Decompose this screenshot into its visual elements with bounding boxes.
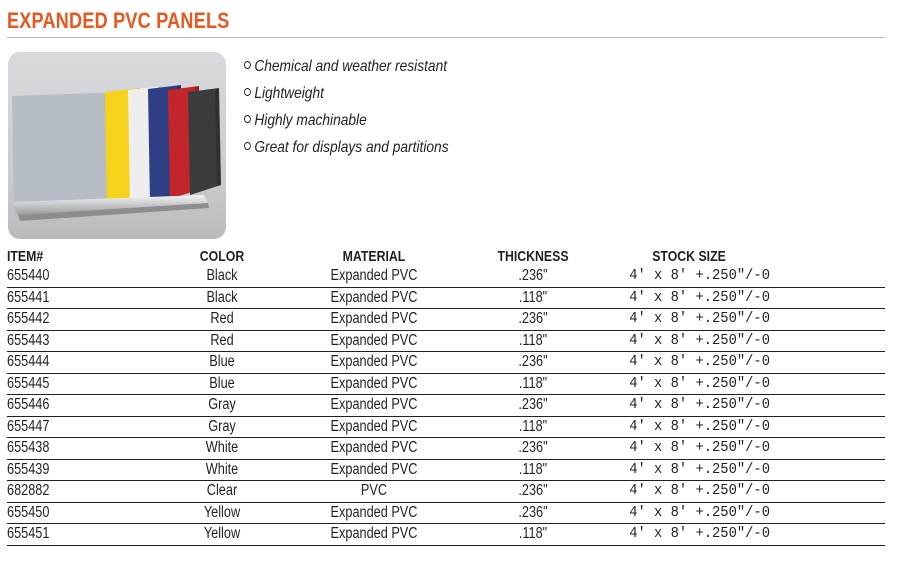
cell-thickness: .118": [518, 331, 548, 349]
cell-material: Expanded PVC: [330, 310, 418, 327]
header-stock-size: STOCK SIZE: [652, 248, 726, 265]
cell-color: Red: [210, 331, 234, 349]
table-row: [7, 309, 885, 331]
cell-color: Blue: [209, 374, 235, 392]
cell-stock-size: 4' x 8' +.250"/-0: [629, 353, 770, 370]
feature-list: [244, 58, 482, 166]
cell-thickness: .118": [518, 460, 548, 478]
table-row: [7, 481, 885, 503]
cell-item: 655439: [7, 460, 50, 478]
cell-material: Expanded PVC: [330, 417, 418, 435]
cell-material: PVC: [360, 482, 388, 499]
cell-material: Expanded PVC: [330, 460, 418, 478]
cell-thickness: .236": [518, 396, 548, 413]
cell-stock-size: 4' x 8' +.250"/-0: [629, 310, 770, 327]
cell-stock-size: 4' x 8' +.250"/-0: [629, 417, 770, 435]
cell-stock-size: 4' x 8' +.250"/-0: [629, 288, 770, 306]
pvc-panels-image: [8, 52, 226, 239]
bullet-icon: [244, 61, 251, 69]
cell-thickness: .236": [518, 482, 548, 499]
cell-material: Expanded PVC: [330, 288, 418, 306]
bullet-icon: [244, 88, 251, 96]
bullet-icon: [244, 142, 251, 150]
cell-material: Expanded PVC: [330, 267, 418, 284]
table-row: [7, 374, 885, 396]
bullet-icon: [244, 115, 251, 123]
cell-color: Black: [206, 288, 238, 306]
cell-item: 655450: [7, 503, 50, 521]
table-row: [7, 460, 885, 482]
cell-material: Expanded PVC: [330, 396, 418, 413]
cell-item: 655444: [7, 353, 50, 370]
product-table: [7, 248, 885, 546]
table-row: [7, 524, 885, 546]
cell-color: Gray: [208, 417, 236, 435]
cell-stock-size: 4' x 8' +.250"/-0: [629, 525, 770, 542]
cell-color: Blue: [209, 353, 235, 370]
cell-material: Expanded PVC: [330, 439, 418, 456]
product-photo: [8, 52, 226, 239]
cell-color: Red: [210, 310, 234, 327]
header-material: MATERIAL: [342, 248, 406, 265]
cell-item: 655441: [7, 288, 50, 306]
cell-thickness: .236": [518, 439, 548, 456]
cell-color: Gray: [208, 396, 236, 413]
cell-item: 655443: [7, 331, 50, 349]
table-row: [7, 438, 885, 460]
cell-item: 655446: [7, 396, 50, 413]
cell-color: Clear: [206, 482, 238, 499]
cell-stock-size: 4' x 8' +.250"/-0: [629, 482, 770, 499]
cell-item: 682882: [7, 482, 50, 499]
cell-color: Yellow: [203, 525, 241, 542]
table-row: [7, 266, 885, 288]
cell-thickness: .118": [518, 288, 548, 306]
table-row: [7, 503, 885, 525]
feature-item: Lightweight: [244, 85, 449, 112]
feature-item: Highly machinable: [244, 112, 449, 139]
cell-material: Expanded PVC: [330, 525, 418, 542]
cell-thickness: .118": [518, 417, 548, 435]
table-header: [7, 248, 885, 266]
cell-thickness: .236": [518, 267, 548, 284]
cell-stock-size: 4' x 8' +.250"/-0: [629, 503, 770, 521]
cell-color: Black: [206, 267, 238, 284]
cell-color: White: [205, 439, 239, 456]
cell-item: 655451: [7, 525, 50, 542]
cell-thickness: .118": [518, 374, 548, 392]
table-row: [7, 288, 885, 310]
table-row: [7, 395, 885, 417]
cell-material: Expanded PVC: [330, 331, 418, 349]
cell-thickness: .236": [518, 503, 548, 521]
cell-material: Expanded PVC: [330, 374, 418, 392]
cell-color: Yellow: [203, 503, 241, 521]
cell-item: 655438: [7, 439, 50, 456]
cell-item: 655442: [7, 310, 50, 327]
header-thickness: THICKNESS: [497, 248, 569, 265]
cell-color: White: [205, 460, 239, 478]
cell-item: 655440: [7, 267, 50, 284]
cell-material: Expanded PVC: [330, 353, 418, 370]
cell-stock-size: 4' x 8' +.250"/-0: [629, 396, 770, 413]
cell-stock-size: 4' x 8' +.250"/-0: [629, 267, 770, 284]
feature-item: Chemical and weather resistant: [244, 58, 449, 85]
feature-item: Great for displays and partitions: [244, 139, 449, 166]
header-item: ITEM#: [7, 248, 44, 265]
cell-thickness: .118": [518, 525, 548, 542]
cell-item: 655447: [7, 417, 50, 435]
cell-item: 655445: [7, 374, 50, 392]
table-body: [7, 266, 885, 546]
table-row: [7, 417, 885, 439]
cell-stock-size: 4' x 8' +.250"/-0: [629, 331, 770, 349]
title-divider: [7, 37, 885, 38]
cell-material: Expanded PVC: [330, 503, 418, 521]
cell-thickness: .236": [518, 310, 548, 327]
cell-stock-size: 4' x 8' +.250"/-0: [629, 439, 770, 456]
table-row: [7, 352, 885, 374]
page-title: EXPANDED PVC PANELS: [7, 8, 230, 33]
cell-stock-size: 4' x 8' +.250"/-0: [629, 374, 770, 392]
table-row: [7, 331, 885, 353]
header-color: COLOR: [199, 248, 245, 265]
cell-stock-size: 4' x 8' +.250"/-0: [629, 460, 770, 478]
cell-thickness: .236": [518, 353, 548, 370]
